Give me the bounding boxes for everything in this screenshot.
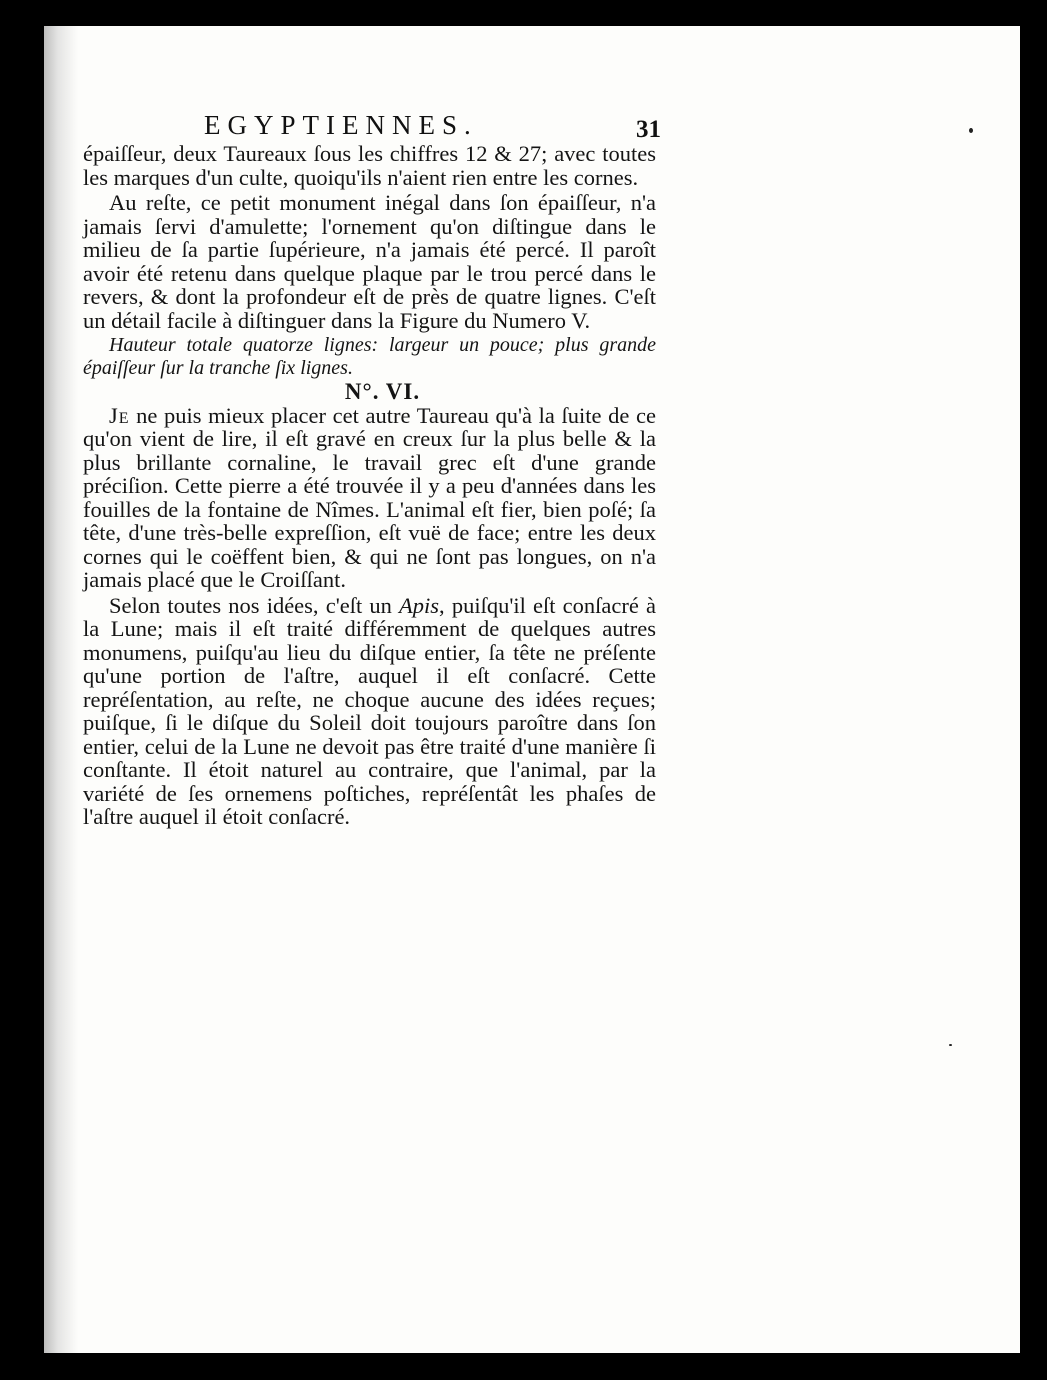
dimensions-note: Hauteur totale quatorze lignes: largeur un pouce; plus grande épaiſſeur ſur la tranche ſix lignes. xyxy=(83,334,656,379)
paragraph-taureau xyxy=(83,404,656,592)
page-number: 31 xyxy=(636,116,661,143)
page-speck xyxy=(969,128,973,133)
paragraph-apis-rest: , puiſqu'il eſt conſacré à la Lune; mais il eſt traité différemment de quelques autres monumens, puiſqu'au lieu du diſque entier, ſa tête ne préſente qu'une portion de l'aſtre, auquel il eſt conſacré. Cette repréſentation, au reſte, ne choque aucune des idées reçues; puiſque, ſi le diſque du Soleil doit toujours paroître dans ſon entier, celui de la Lune ne devoit pas être traité d'une manière ſi conſtante. Il étoit naturel au contraire, que l'animal, par la variété de ſes ornemens poſtiches, repréſentât les phaſes de l'aſtre auquel il étoit conſacré. xyxy=(83,592,656,829)
running-title: EGYPTIENNES. xyxy=(204,110,478,140)
body-text xyxy=(83,142,656,829)
paragraph-continuation: épaiſſeur, deux Taureaux ſous les chiffres 12 & 27; avec toutes les marques d'un culte, quoiqu'ils n'aient rien entre les cornes. xyxy=(83,141,656,190)
section-heading: N°. VI. xyxy=(344,379,421,404)
dropcap-word: Je xyxy=(109,402,130,428)
paragraph-apis-start: Selon toutes nos idées, c'eſt un xyxy=(109,592,400,618)
paragraph-amulette: Au reſte, ce petit monument inégal dans ſon épaiſſeur, n'a jamais ſervi d'amulette; l'ornement qu'on diſtingue dans le milieu de ſa partie ſupérieure, n'a jamais été percé. Il paroît avoir été retenu dans quelque plaque par le trou percé dans le revers, & dont la profondeur eſt de près de quatre lignes. C'eſt un détail facile à diſtinguer dans la Figure du Numero V. xyxy=(83,190,656,333)
page-speck xyxy=(949,1044,952,1046)
paragraph-apis xyxy=(83,594,656,829)
page-gutter-shadow xyxy=(44,26,78,1353)
paragraph-taureau-text: ne puis mieux placer cet autre Taureau qu'à la ſuite de ce qu'on vient de lire, il eſt gravé en creux ſur la plus belle & la plus brillante cornaline, le travail grec eſt d'une grande préciſion. Cette pierre a été trouvée il y a peu d'années dans les fouilles de la fontaine de Nîmes. L'animal eſt fier, bien poſé; ſa tête, d'une très-belle expreſſion, eſt vuë de face; entre les deux cornes qui le coëffent bien, & qui ne ſont pas longues, on n'a jamais placé que le Croiſſant. xyxy=(83,402,656,592)
apis-italic: Apis xyxy=(399,592,440,618)
